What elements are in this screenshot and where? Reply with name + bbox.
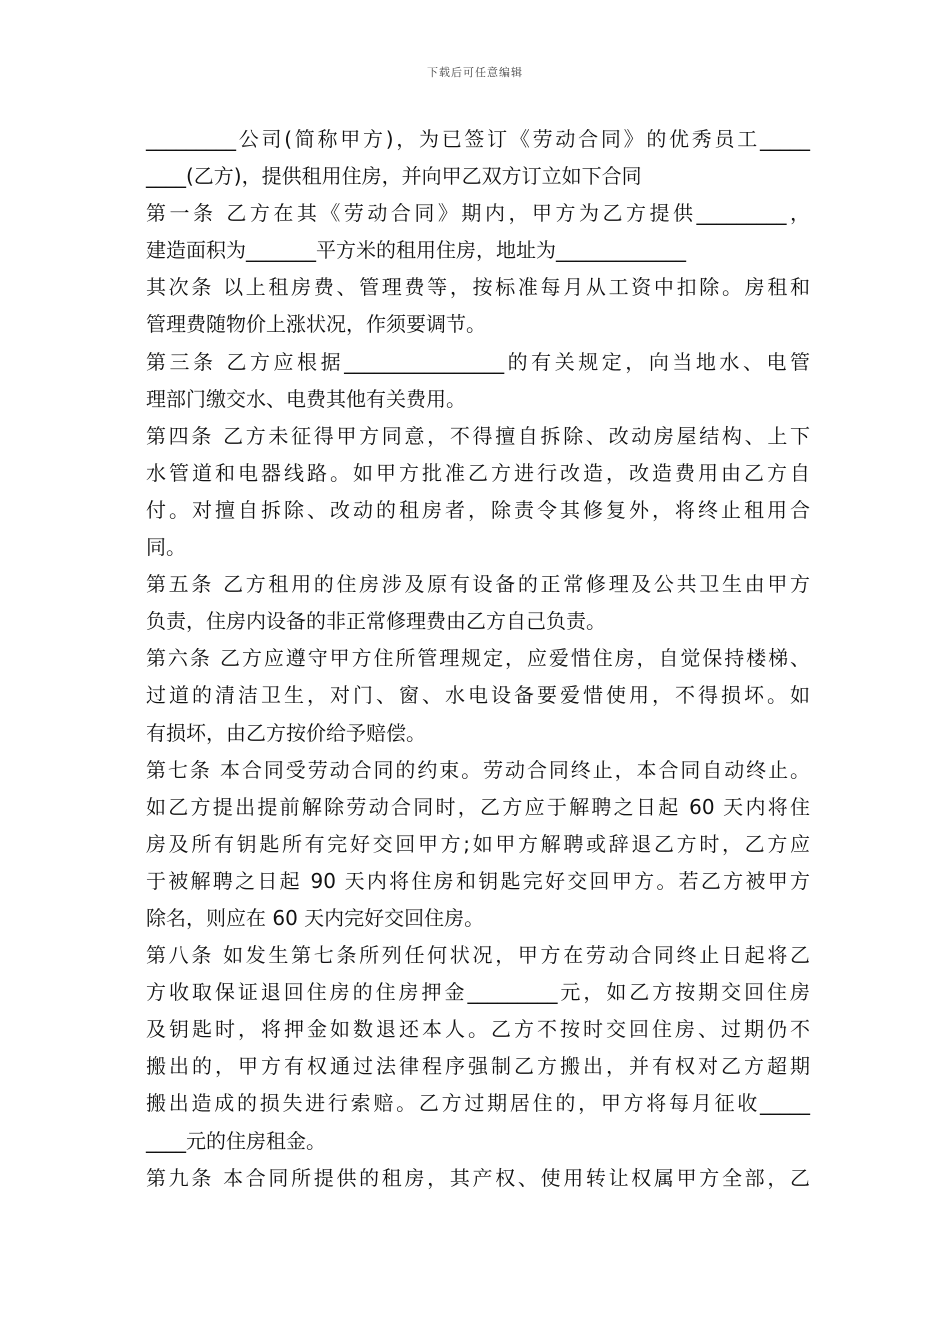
page-header: 下载后可任意编辑 bbox=[427, 66, 523, 79]
text-line: 水管道和电器线路。如甲方批准乙方进行改造，改造费用由乙方自 bbox=[146, 460, 810, 485]
text-line: ____元的住房租金。 bbox=[146, 1128, 326, 1153]
text-line: 第九条 本合同所提供的租房，其产权、使用转让权属甲方全部，乙 bbox=[146, 1165, 810, 1190]
text-line: 第三条 乙方应根据________________的有关规定，向当地水、电管 bbox=[146, 349, 810, 374]
document-body bbox=[146, 121, 810, 1197]
text-line: 管理费随物价上涨状况，作须要调节。 bbox=[146, 312, 486, 337]
text-line: 如乙方提出提前解除劳动合同时，乙方应于解聘之日起 60 天内将住 bbox=[146, 794, 810, 819]
text-line: 第五条 乙方租用的住房涉及原有设备的正常修理及公共卫生由甲方 bbox=[146, 572, 810, 597]
text-line: 建造面积为_______平方米的租用住房，地址为_____________ bbox=[146, 238, 686, 263]
text-line: 付。对擅自拆除、改动的租房者，除责令其修复外，将终止租用合 bbox=[146, 497, 810, 522]
text-line: 于被解聘之日起 90 天内将住房和钥匙完好交回甲方。若乙方被甲方 bbox=[146, 868, 810, 893]
text-line: 有损坏，由乙方按价给予赔偿。 bbox=[146, 720, 426, 745]
text-line: 及钥匙时，将押金如数退还本人。乙方不按时交回住房、过期仍不 bbox=[146, 1017, 810, 1042]
text-line: 第一条 乙方在其《劳动合同》期内，甲方为乙方提供_________， bbox=[146, 201, 810, 226]
text-line: 搬出的，甲方有权通过法律程序强制乙方搬出，并有权对乙方超期 bbox=[146, 1054, 810, 1079]
text-line: 第六条 乙方应遵守甲方住所管理规定，应爱惜住房，自觉保持楼梯、 bbox=[146, 646, 810, 671]
text-line: 其次条 以上租房费、管理费等，按标准每月从工资中扣除。房租和 bbox=[146, 275, 810, 300]
text-line: 负责，住房内设备的非正常修理费由乙方自己负责。 bbox=[146, 609, 606, 634]
text-line: 搬出造成的损失进行索赔。乙方过期居住的，甲方将每月征收_____ bbox=[146, 1091, 810, 1116]
text-line: 同。 bbox=[146, 535, 186, 560]
text-line: 第四条 乙方未征得甲方同意，不得擅自拆除、改动房屋结构、上下 bbox=[146, 423, 810, 448]
text-line: ____(乙方)，提供租用住房，并向甲乙双方订立如下合同 bbox=[146, 164, 642, 189]
text-line: 理部门缴交水、电费其他有关费用。 bbox=[146, 386, 466, 411]
text-line: 方收取保证退回住房的住房押金_________元，如乙方按期交回住房 bbox=[146, 980, 810, 1005]
text-line: 第七条 本合同受劳动合同的约束。劳动合同终止，本合同自动终止。 bbox=[146, 757, 810, 782]
text-line: 除名，则应在 60 天内完好交回住房。 bbox=[146, 905, 485, 930]
text-line: 第八条 如发生第七条所列任何状况，甲方在劳动合同终止日起将乙 bbox=[146, 943, 810, 968]
text-line: 过道的清洁卫生，对门、窗、水电设备要爱惜使用，不得损坏。如 bbox=[146, 683, 810, 708]
text-line: 房及所有钥匙所有完好交回甲方;如甲方解聘或辞退乙方时，乙方应 bbox=[146, 831, 810, 856]
text-line: _________公司(简称甲方)，为已签订《劳动合同》的优秀员工_____ bbox=[146, 127, 810, 151]
